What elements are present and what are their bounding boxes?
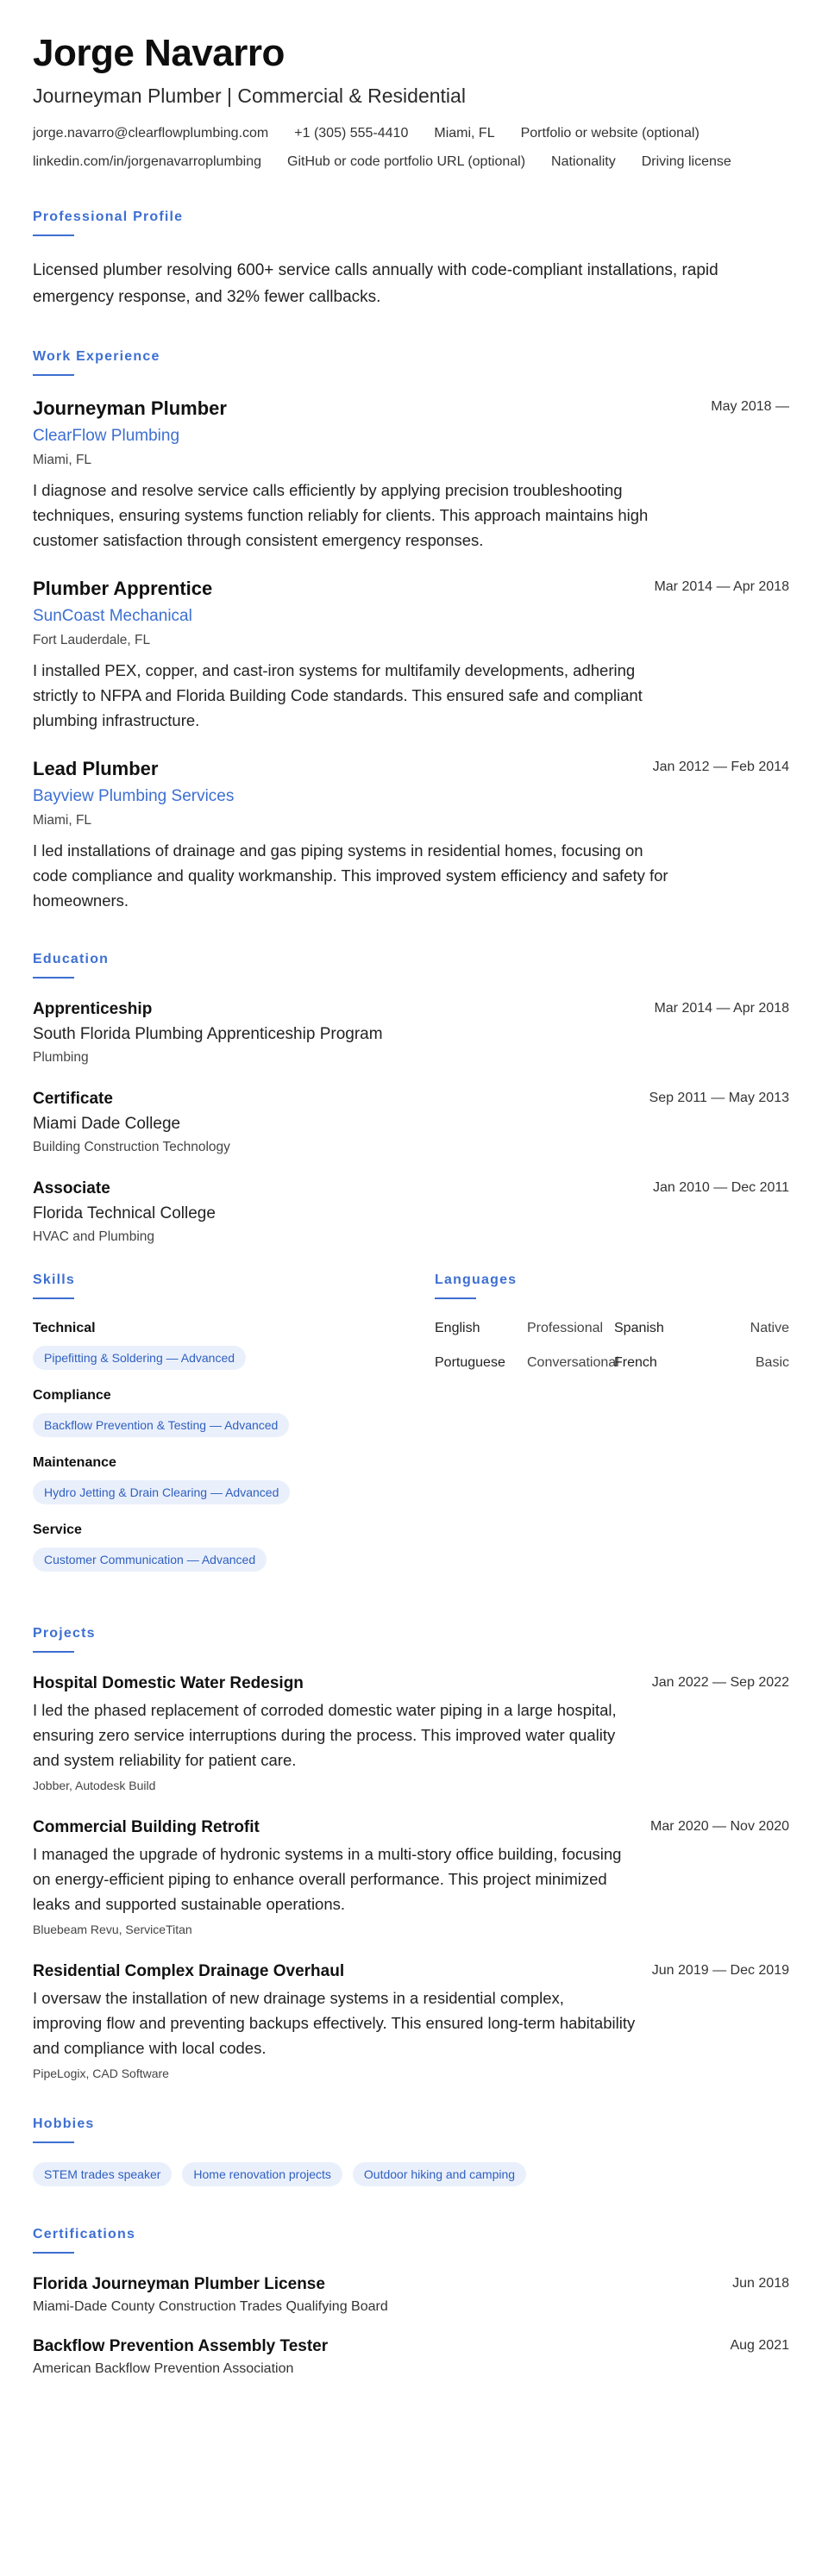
certification-entry xyxy=(33,2274,789,2316)
project-date: Jan 2022 — Sep 2022 xyxy=(651,1675,789,1690)
contact-nationality: Nationality xyxy=(551,154,616,169)
contact-linkedin[interactable]: linkedin.com/in/jorgenavarroplumbing xyxy=(33,154,262,169)
section-divider xyxy=(33,234,74,236)
education-field: HVAC and Plumbing xyxy=(33,1229,155,1244)
job-entry xyxy=(33,397,789,553)
certification-issuer: Miami-Dade County Construction Trades Qualifying Board xyxy=(33,2299,388,2314)
language-name: French xyxy=(614,1355,657,1370)
education-date: Sep 2011 — May 2013 xyxy=(649,1091,789,1105)
hobby-chip: Outdoor hiking and camping xyxy=(353,2162,526,2186)
skill-group xyxy=(33,1320,417,1370)
job-entry xyxy=(33,577,789,733)
hobby-list xyxy=(33,2162,789,2186)
section-divider xyxy=(33,977,74,979)
experience-section xyxy=(33,348,789,913)
project-title: Hospital Domestic Water Redesign xyxy=(33,1674,304,1692)
job-company: SunCoast Mechanical xyxy=(33,607,192,625)
education-school: Miami Dade College xyxy=(33,1115,181,1133)
contact-phone[interactable]: +1 (305) 555-4410 xyxy=(294,126,409,141)
project-date: Mar 2020 — Nov 2020 xyxy=(650,1819,789,1834)
profile-section xyxy=(33,209,789,310)
job-company: Bayview Plumbing Services xyxy=(33,787,235,805)
skill-group xyxy=(33,1454,417,1504)
section-title: Work Experience xyxy=(33,349,160,364)
skills-section xyxy=(33,1272,435,1589)
job-location: Fort Lauderdale, FL xyxy=(33,633,151,647)
education-degree: Associate xyxy=(33,1179,110,1197)
section-title: Professional Profile xyxy=(33,209,184,224)
project-description: I managed the upgrade of hydronic systems in a multi-story office building, focusing on energy-efficient piping to enhance overall performance. This project minimized leaks and supported sustainable operations. xyxy=(33,1845,622,1913)
language-level: Professional xyxy=(527,1321,604,1335)
section-title: Hobbies xyxy=(33,2116,95,2131)
section-divider xyxy=(33,2252,74,2254)
certification-name: Florida Journeyman Plumber License xyxy=(33,2275,325,2293)
job-date: May 2018 — xyxy=(711,399,789,414)
section-title: Skills xyxy=(33,1272,76,1287)
section-title: Languages xyxy=(435,1272,518,1287)
section-divider xyxy=(33,2141,74,2143)
hobbies-section xyxy=(33,2116,789,2186)
education-date: Mar 2014 — Apr 2018 xyxy=(654,1001,789,1016)
candidate-name: Jorge Navarro xyxy=(33,32,285,74)
job-location: Miami, FL xyxy=(33,453,92,467)
language-level: Basic xyxy=(755,1355,789,1370)
projects-section xyxy=(33,1625,789,2081)
education-degree: Apprenticeship xyxy=(33,1000,153,1018)
contact-list xyxy=(33,124,789,171)
certification-date: Aug 2021 xyxy=(730,2338,789,2353)
hobby-chip: STEM trades speaker xyxy=(33,2162,172,2186)
job-description: I diagnose and resolve service calls efficiently by applying precision troubleshooting techniques, ensuring systems function reliably for clients. This approach maintains high customer satisfaction through consistent emergency responses. xyxy=(33,481,649,549)
project-tools: Bluebeam Revu, ServiceTitan xyxy=(33,1923,192,1936)
contact-email[interactable]: jorge.navarro@clearflowplumbing.com xyxy=(33,126,269,141)
project-title: Commercial Building Retrofit xyxy=(33,1818,260,1836)
job-company: ClearFlow Plumbing xyxy=(33,427,180,445)
job-date: Jan 2012 — Feb 2014 xyxy=(652,760,789,774)
job-title: Plumber Apprentice xyxy=(33,578,213,599)
section-title: Education xyxy=(33,952,110,966)
education-section xyxy=(33,951,789,1246)
language-name: English xyxy=(435,1321,480,1335)
job-description: I installed PEX, copper, and cast-iron systems for multifamily developments, adhering strictly to NFPA and Florida Building Code standards. This ensured safe and compliant plumbing infrastructure. xyxy=(33,661,643,729)
candidate-headline: Journeyman Plumber | Commercial & Residential xyxy=(33,84,466,107)
section-divider xyxy=(33,374,74,376)
skill-group xyxy=(33,1387,417,1437)
section-divider xyxy=(435,1297,476,1299)
skill-category: Technical xyxy=(33,1321,96,1335)
skill-category: Maintenance xyxy=(33,1455,116,1470)
contact-portfolio[interactable]: Portfolio or website (optional) xyxy=(520,126,700,141)
hobby-chip: Home renovation projects xyxy=(182,2162,342,2186)
job-location: Miami, FL xyxy=(33,813,92,828)
language-name: Spanish xyxy=(614,1321,664,1335)
education-field: Building Construction Technology xyxy=(33,1140,230,1154)
project-entry xyxy=(33,1817,789,1937)
language-level: Conversational xyxy=(527,1355,619,1370)
section-title: Projects xyxy=(33,1626,96,1641)
skill-chip: Customer Communication — Advanced xyxy=(33,1547,267,1572)
certifications-section xyxy=(33,2226,789,2378)
certification-issuer: American Backflow Prevention Association xyxy=(33,2361,294,2376)
project-tools: Jobber, Autodesk Build xyxy=(33,1779,156,1792)
job-date: Mar 2014 — Apr 2018 xyxy=(654,579,789,594)
education-degree: Certificate xyxy=(33,1090,113,1108)
skills-languages-row xyxy=(33,1272,789,1589)
certification-date: Jun 2018 xyxy=(732,2276,789,2291)
education-school: South Florida Plumbing Apprenticeship Program xyxy=(33,1025,383,1043)
job-title: Lead Plumber xyxy=(33,758,159,779)
skill-chip: Pipefitting & Soldering — Advanced xyxy=(33,1346,246,1370)
languages-section xyxy=(435,1272,789,1589)
certification-entry xyxy=(33,2336,789,2378)
section-divider xyxy=(33,1651,74,1653)
job-entry xyxy=(33,757,789,913)
project-title: Residential Complex Drainage Overhaul xyxy=(33,1962,345,1980)
project-entry xyxy=(33,1961,789,2081)
project-description: I led the phased replacement of corroded domestic water piping in a large hospital, ensuring zero service interruptions during the process. This improved water quality and system reliability for patient care. xyxy=(33,1701,617,1769)
language-level: Native xyxy=(750,1321,789,1335)
language-name: Portuguese xyxy=(435,1355,505,1370)
certification-name: Backflow Prevention Assembly Tester xyxy=(33,2337,329,2355)
project-entry xyxy=(33,1673,789,1793)
job-title: Journeyman Plumber xyxy=(33,397,227,419)
contact-location: Miami, FL xyxy=(434,126,495,141)
project-description: I oversaw the installation of new drainage systems in a residential complex, improving flow and preventing backups effectively. This ensured long-term habitability and compliance with local codes. xyxy=(33,1989,636,2057)
language-list xyxy=(435,1320,789,1372)
skill-group xyxy=(33,1522,417,1572)
profile-summary: Licensed plumber resolving 600+ service calls annually with code-compliant installations, rapid emergency response, and 32% fewer callbacks. xyxy=(33,261,718,306)
section-divider xyxy=(33,1297,74,1299)
resume-header xyxy=(33,31,789,171)
skill-category: Compliance xyxy=(33,1388,111,1403)
job-description: I led installations of drainage and gas piping systems in residential homes, focusing on code compliance and quality workmanship. This improved system efficiency and safety for homeowners. xyxy=(33,841,668,910)
skill-chip: Hydro Jetting & Drain Clearing — Advanced xyxy=(33,1480,290,1504)
section-title: Certifications xyxy=(33,2227,136,2241)
project-tools: PipeLogix, CAD Software xyxy=(33,2066,169,2080)
skill-chip: Backflow Prevention & Testing — Advanced xyxy=(33,1413,289,1437)
project-date: Jun 2019 — Dec 2019 xyxy=(651,1963,789,1978)
education-entry xyxy=(33,1179,789,1246)
education-school: Florida Technical College xyxy=(33,1204,216,1222)
education-date: Jan 2010 — Dec 2011 xyxy=(652,1180,789,1195)
education-entry xyxy=(33,999,789,1066)
contact-github[interactable]: GitHub or code portfolio URL (optional) xyxy=(287,154,526,169)
contact-driving-license: Driving license xyxy=(641,154,731,169)
education-field: Plumbing xyxy=(33,1050,89,1065)
education-entry xyxy=(33,1089,789,1156)
skill-category: Service xyxy=(33,1522,82,1537)
